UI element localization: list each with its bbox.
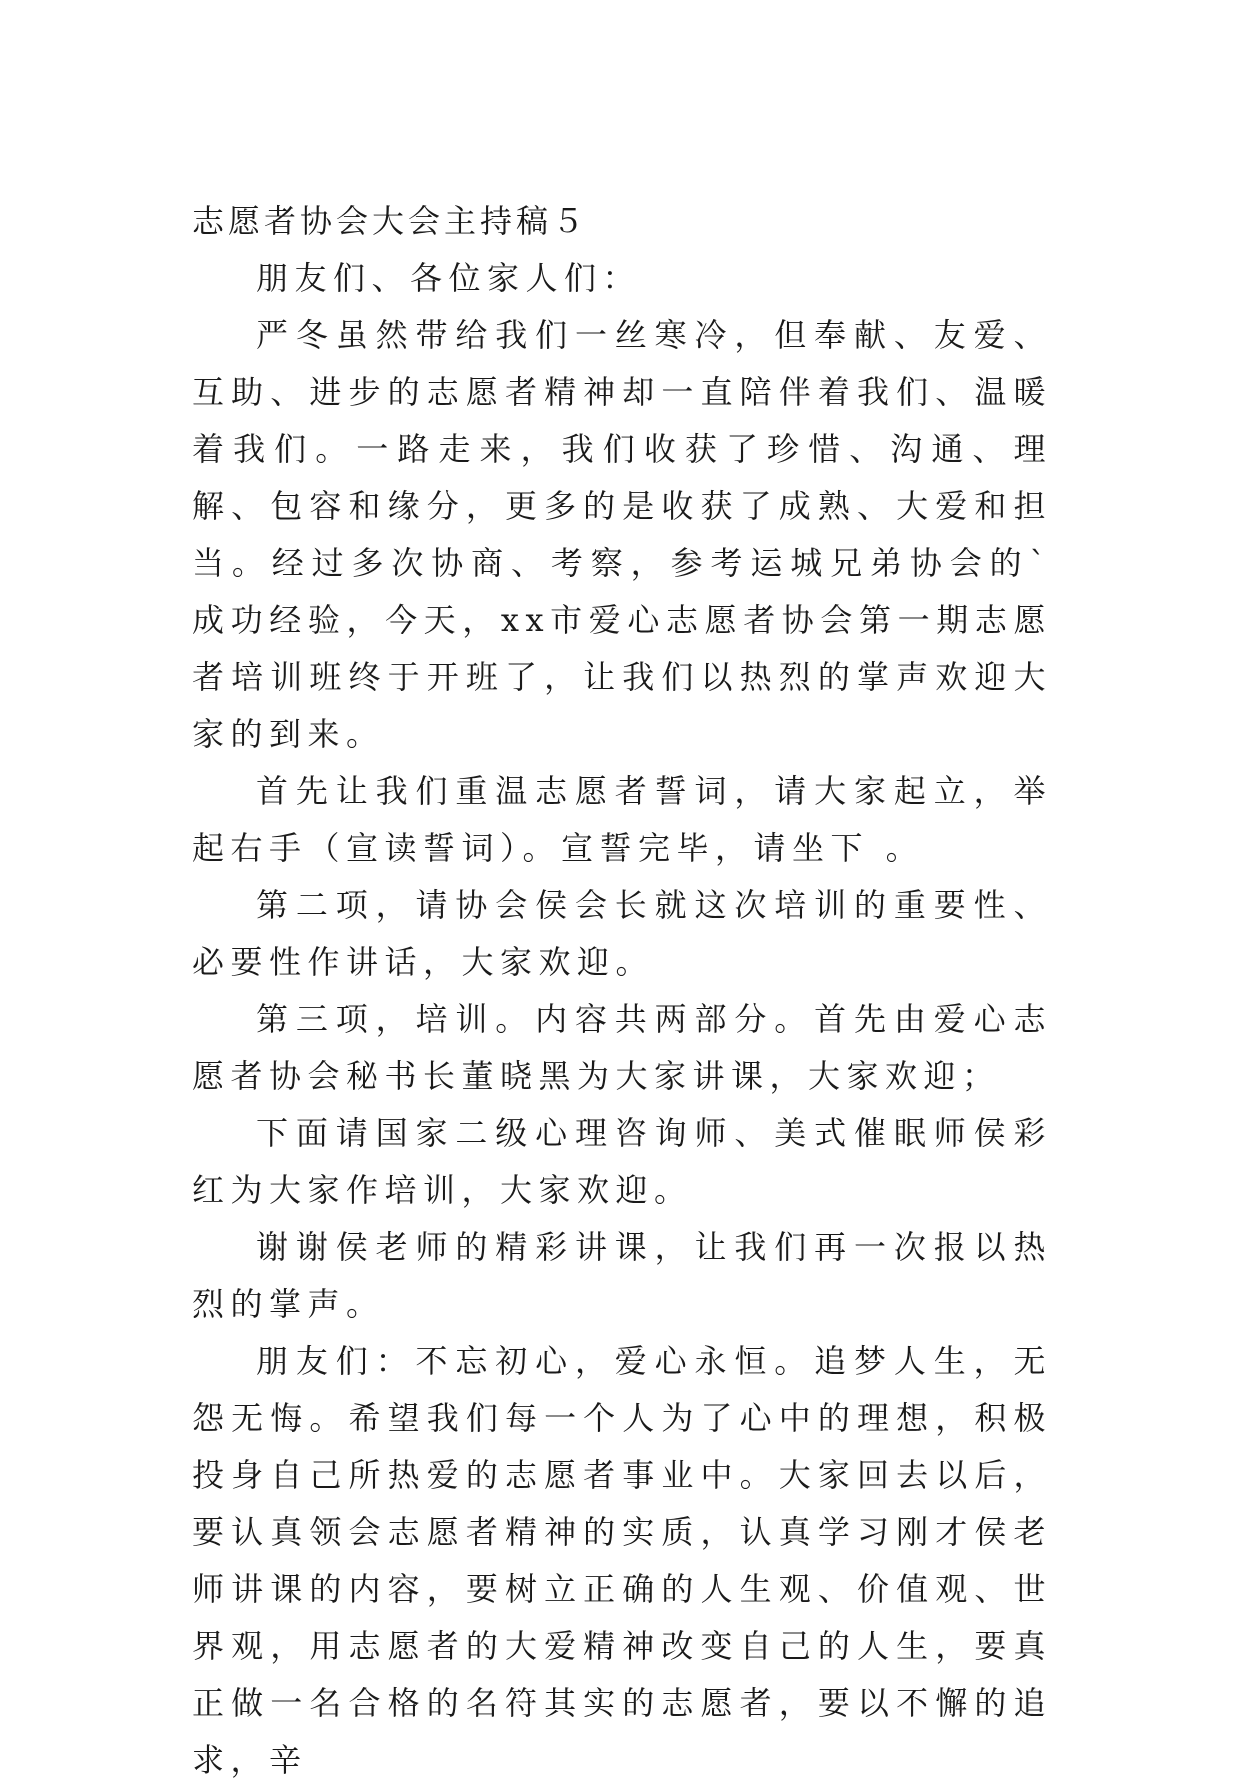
document-body xyxy=(192,193,1052,1789)
paragraph-closing: 朋友们：不忘初心，爱心永恒。追梦人生，无怨无悔。希望我们每一个人为了心中的理想，积极投身自己所热爱的志愿者事业中。大家回去以后，要认真领会志愿者精神的实质，认真学习刚才侯老师讲课的内容，要树立正确的人生观、价值观、世界观，用志愿者的大爱精神改变自己的人生，要真正做一名合格的名符其实的志愿者，要以不懈的追求，辛 xyxy=(192,1342,1052,1779)
paragraph-item-three: 第三项，培训。内容共两部分。首先由爱心志愿者协会秘书长董晓黑为大家讲课，大家欢迎； xyxy=(192,1000,1052,1095)
paragraph-item-two: 第二项，请协会侯会长就这次培训的重要性、必要性作讲话，大家欢迎。 xyxy=(192,886,1052,981)
paragraph-opening: 严冬虽然带给我们一丝寒冷，但奉献、友爱、互助、进步的志愿者精神却一直陪伴着我们、温暖着我们。一路走来，我们收获了珍惜、沟通、理解、包容和缘分，更多的是收获了成熟、大爱和担当。经过多次协商、考察，参考运城兄弟协会的`成功经验，今天，xx市爱心志愿者协会第一期志愿者培训班终于开班了，让我们以热烈的掌声欢迎大家的到来。 xyxy=(192,316,1052,753)
document-title: 志愿者协会大会主持稿５ xyxy=(192,202,589,240)
paragraph-greeting: 朋友们、各位家人们： xyxy=(256,259,642,297)
paragraph-thanks: 谢谢侯老师的精彩讲课，让我们再一次报以热烈的掌声。 xyxy=(192,1228,1052,1323)
paragraph-oath: 首先让我们重温志愿者誓词，请大家起立，举起右手（宣读誓词）。宣誓完毕，请坐下 。 xyxy=(192,772,1052,867)
paragraph-second-trainer: 下面请国家二级心理咨询师、美式催眠师侯彩红为大家作培训，大家欢迎。 xyxy=(192,1114,1052,1209)
